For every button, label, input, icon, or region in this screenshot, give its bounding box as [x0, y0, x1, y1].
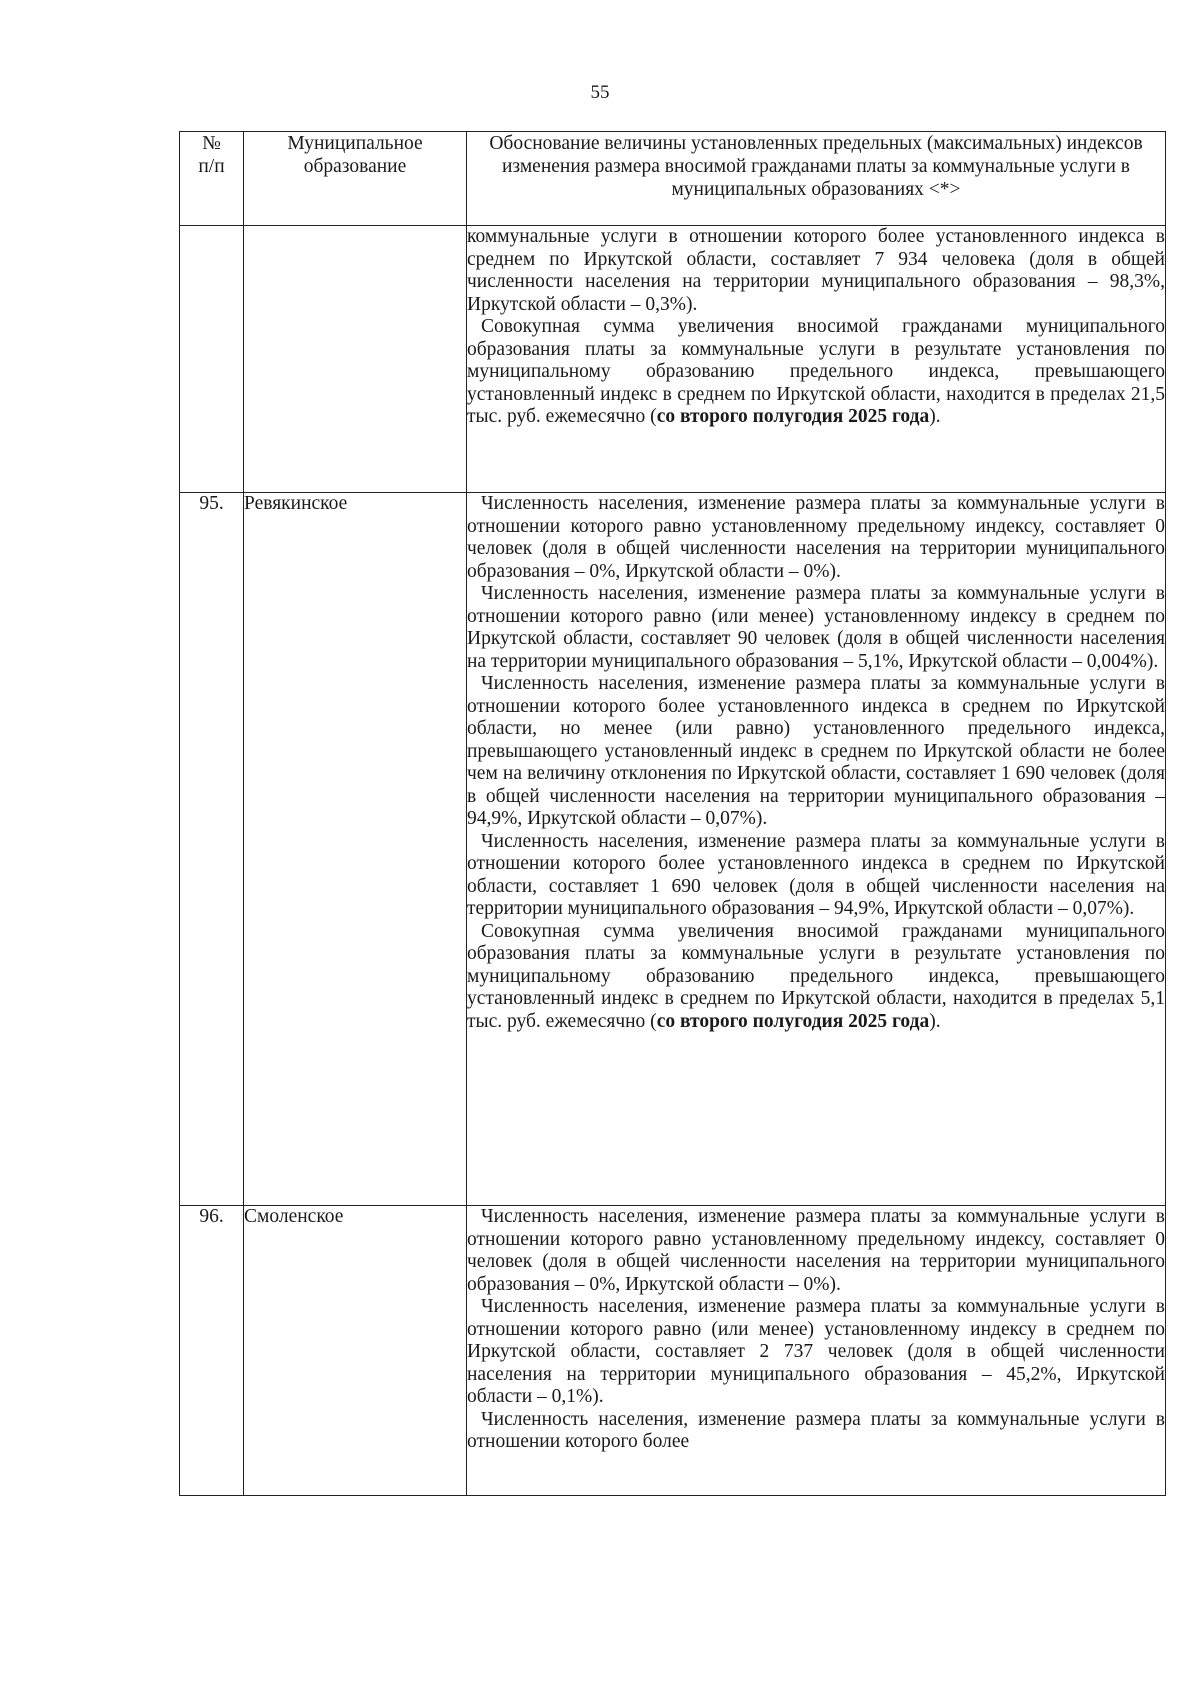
justification-paragraph: Численность населения, изменение размера платы за коммунальные услуги в отношении которого равно (или менее) установленному индексу в среднем по Иркутской области, составляет 90 человек (доля в общей численности населения на территории муниципального образования – 5,1%, Иркутской области – 0,004%).	[467, 583, 1165, 672]
justification-paragraph: Численность населения, изменение размера платы за коммунальные услуги в отношении которого более установленного индекса в среднем по Иркутской области, составляет 1 690 человек (доля в общей численности населения на территории муниципального образования – 94,9%, Иркутской области – 0,07%).	[467, 830, 1165, 919]
period-note: со второго полугодия 2025 года	[656, 406, 930, 427]
justification-paragraph: Численность населения, изменение размера платы за коммунальные услуги в отношении которого более	[467, 1408, 1165, 1452]
justification-paragraph: Численность населения, изменение размера платы за коммунальные услуги в отношении которого равно (или менее) установленному индексу в среднем по Иркутской области, составляет 2 737 человек (доля в общей численности населения на территории муниципального образования – 45,2%, Иркутской области – 0,1%).	[467, 1296, 1165, 1407]
header-num: № п/п	[180, 132, 244, 226]
row-municipality: Ревякинское	[244, 493, 467, 1206]
justification-paragraph: Совокупная сумма увеличения вносимой гражданами муниципального образования платы за коммунальные услуги в результате установления по муниципальному образованию предельного индекса, превышающего установленный индекс в среднем по Иркутской области, находится в пределах 5,1 тыс. руб. ежемесячно (со второго полугодия 2025 года).	[467, 920, 1165, 1032]
table-row	[180, 226, 1166, 493]
header-justification: Обоснование величины установленных предельных (максимальных) индексов изменения размера вносимой гражданами платы за коммунальные услуги в муниципальных образованиях <*>	[467, 132, 1166, 226]
table-body	[180, 226, 1166, 1496]
period-note: со второго полугодия 2025 года	[656, 1010, 930, 1032]
table-row	[180, 493, 1166, 1206]
justification-paragraph: коммунальные услуги в отношении которого более установленного индекса в среднем по Иркутской области, составляет 7 934 человека (доля в общей численности населения на территории муниципального образования – 98,3%, Иркутской области – 0,3%).	[467, 226, 1165, 315]
row-municipality	[244, 226, 467, 493]
justification-table	[179, 131, 1166, 1496]
row-number: 96.	[180, 1206, 244, 1496]
row-justification	[467, 226, 1166, 493]
justification-paragraph: Совокупная сумма увеличения вносимой гражданами муниципального образования платы за коммунальные услуги в результате установления по муниципальному образованию предельного индекса, превышающего установленный индекс в среднем по Иркутской области, находится в пределах 21,5 тыс. руб. ежемесячно (со второго полугодия 2025 года).	[467, 316, 1165, 427]
table-header	[180, 132, 1166, 226]
justification-paragraph: Численность населения, изменение размера платы за коммунальные услуги в отношении которого равно установленному предельному индексу, составляет 0 человек (доля в общей численности населения на территории муниципального образования – 0%, Иркутской области – 0%).	[467, 493, 1165, 582]
justification-paragraph: Численность населения, изменение размера платы за коммунальные услуги в отношении которого более установленного индекса в среднем по Иркутской области, но менее (или равно) установленного предельного индекса, превышающего установленный индекс в среднем по Иркутской области не более чем на величину отклонения по Иркутской области, составляет 1 690 человек (доля в общей численности населения на территории муниципального образования – 94,9%, Иркутской области – 0,07%).	[467, 673, 1165, 829]
row-justification	[467, 1206, 1166, 1496]
row-number	[180, 226, 244, 493]
page-number: 55	[590, 82, 610, 103]
row-municipality: Смоленское	[244, 1206, 467, 1496]
justification-paragraph: Численность населения, изменение размера платы за коммунальные услуги в отношении которого равно установленному предельному индексу, составляет 0 человек (доля в общей численности населения на территории муниципального образования – 0%, Иркутской области – 0%).	[467, 1206, 1165, 1295]
table-row	[180, 1206, 1166, 1496]
header-municipality: Муниципальное образование	[244, 132, 467, 226]
row-justification	[467, 493, 1166, 1206]
row-number: 95.	[180, 493, 244, 1206]
